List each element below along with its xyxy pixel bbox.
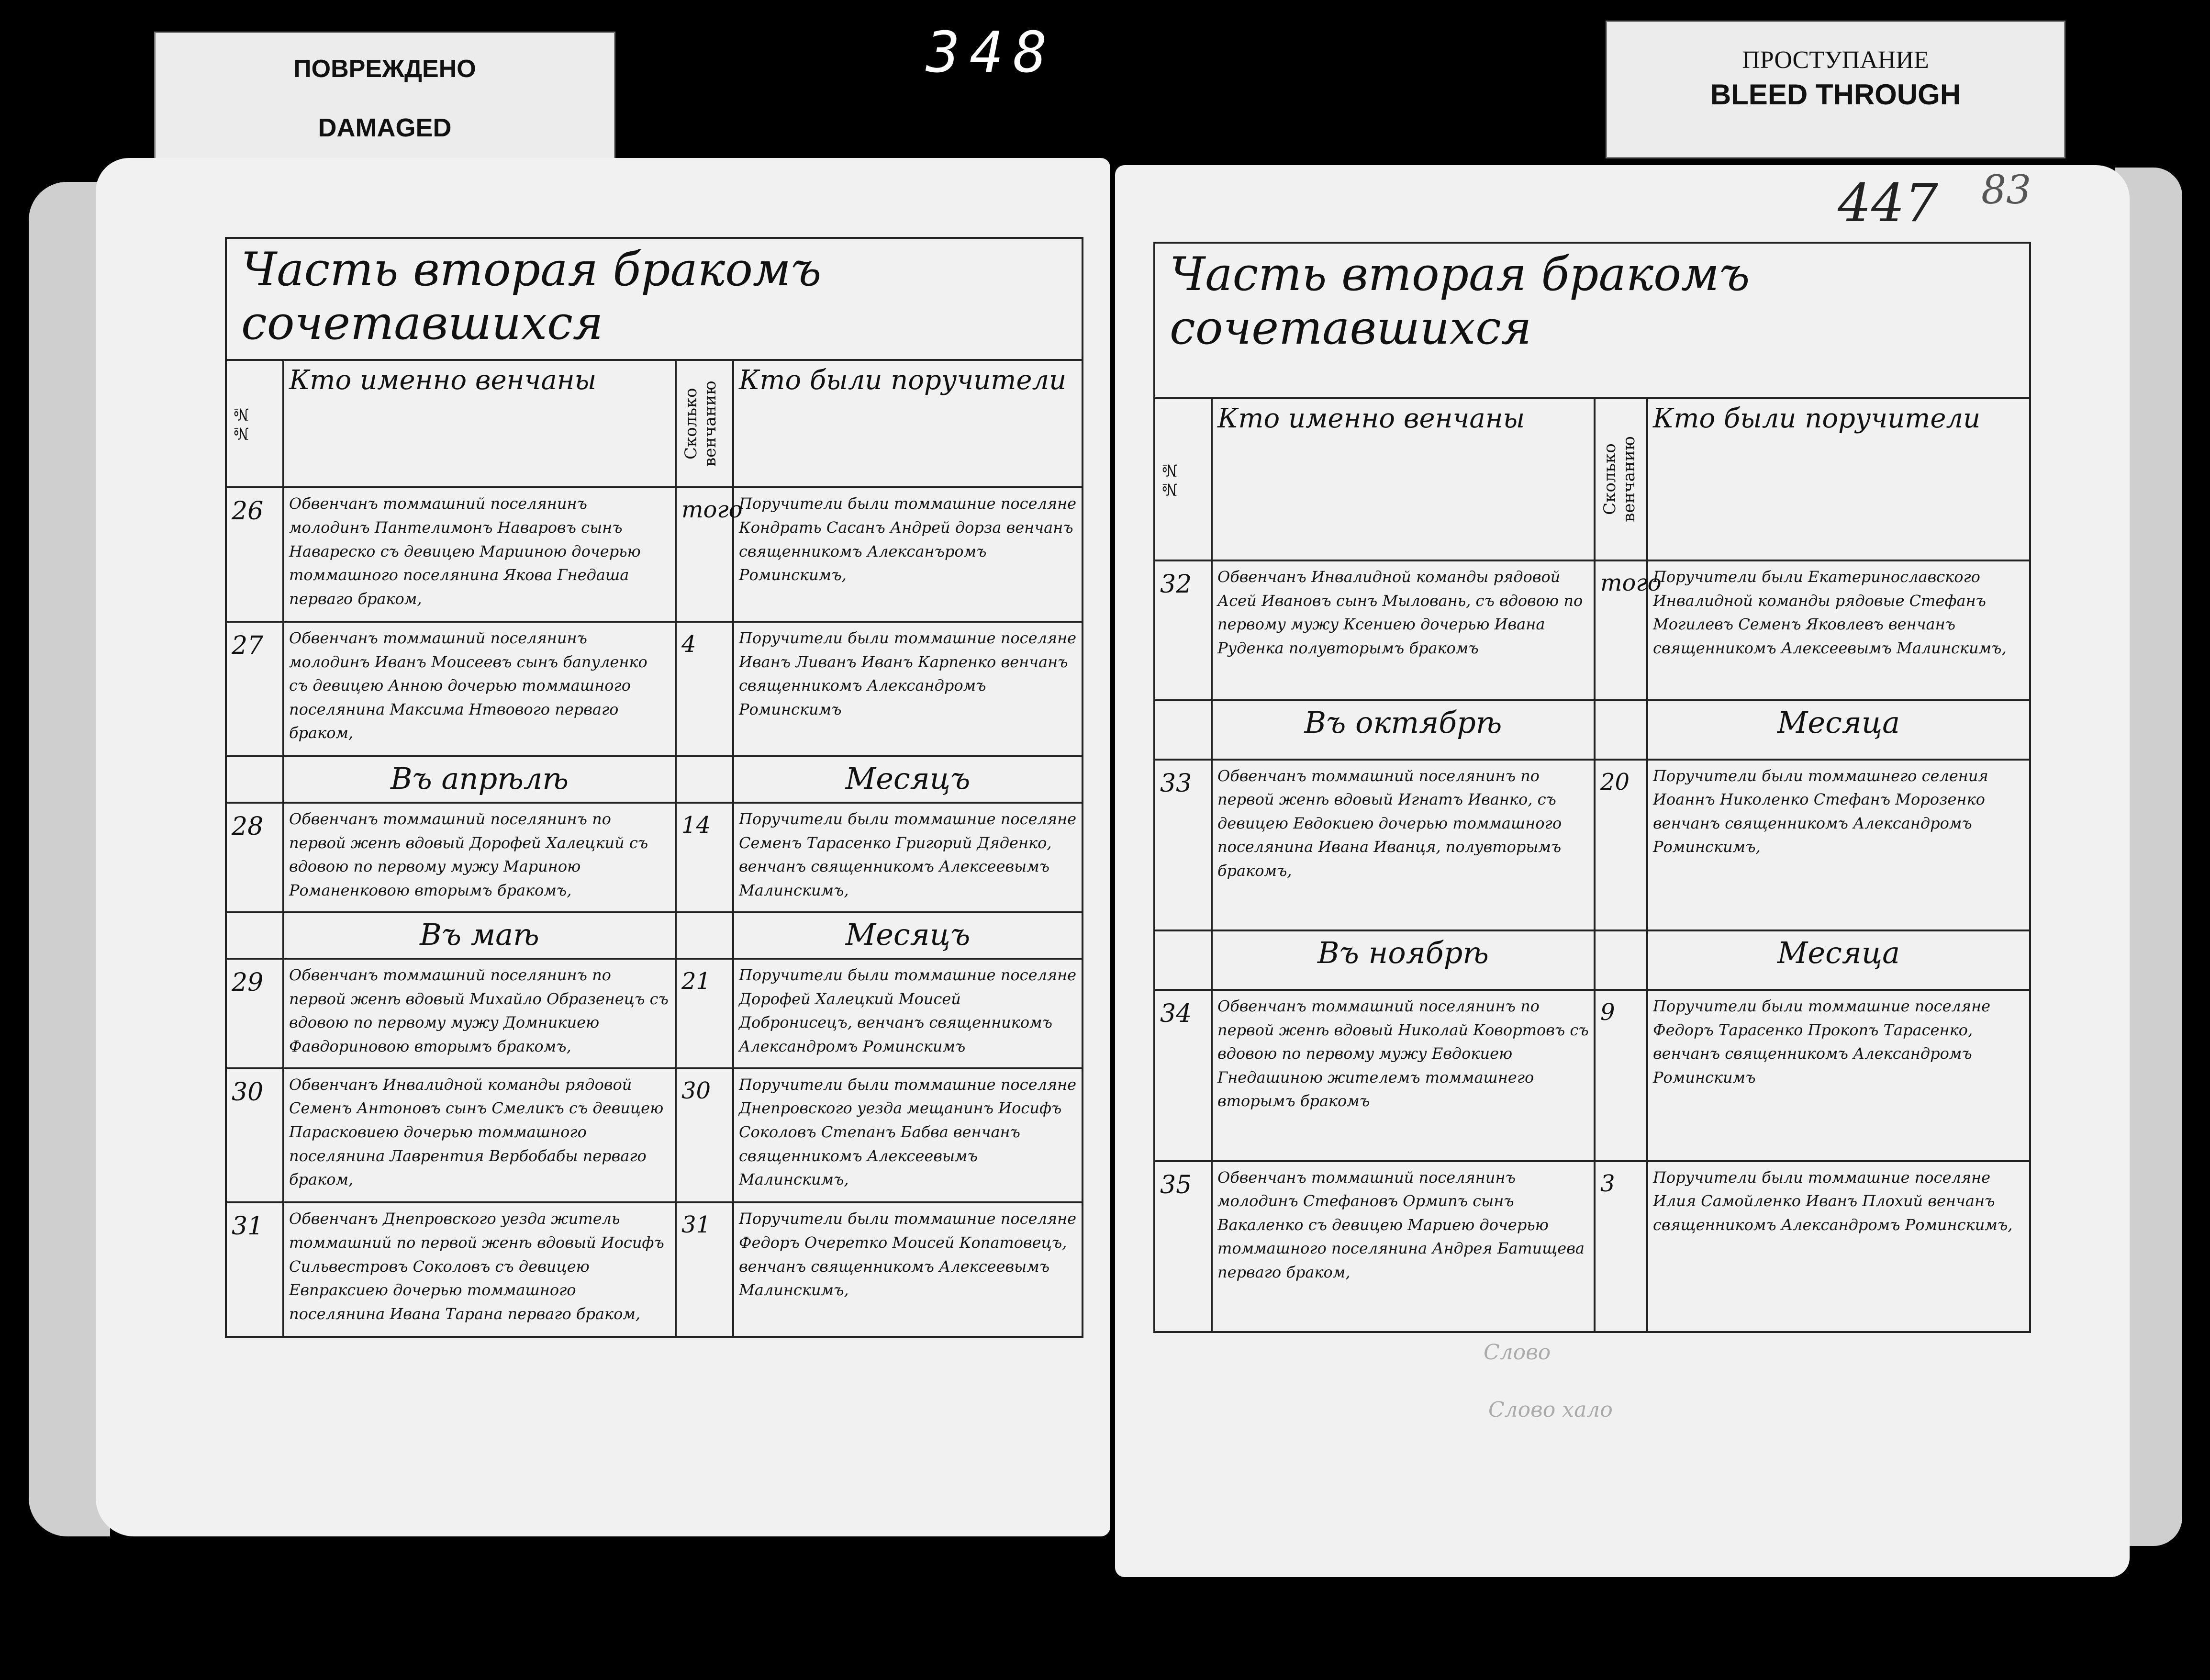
right-rows [1154,560,2030,1332]
marriage-entry-row [226,1202,1083,1337]
header-row [226,360,1083,487]
entry-who: Обвенчанъ томмашний поселянинъ молодинъ Иванъ Моисеевъ сынъ бапуленко съ девицею Анною дочерью томмашного поселянина Максима Нтвового перваго браком, [283,622,676,756]
entry-count: 3 [1595,1161,1647,1332]
entry-witnesses: Поручители были томмашние поселяне Семенъ Тарасенко Григорий Дяденко, венчанъ священникомъ Алексеевымъ Малинскимъ, [733,803,1083,912]
count-cell [1595,930,1647,990]
month-heading-row [226,756,1083,803]
marriage-entry-row [226,1068,1083,1203]
month-word: Месяцъ [733,912,1083,959]
num-cell [1154,930,1212,990]
entry-who: Обвенчанъ томмашний поселянинъ молодинъ Пантелимонъ Наваровъ сынъ Навареско съ девицею Марииною дочерью томмашного поселянина Якова Гнедаша перваго браком, [283,487,676,622]
entry-who: Обвенчанъ томмашний поселянинъ по первой женѣ вдовый Игнатъ Иванко, съ девицею Евдокиею дочерью томмашного поселянина Ивана Иванця, полувторымъ бракомъ, [1212,760,1595,930]
count-cell [1595,700,1647,760]
month-heading-row [1154,700,2030,760]
entry-count: того [1595,560,1647,700]
marriage-entry-row [226,487,1083,622]
entry-who: Обвенчанъ томмашний поселянинъ по первой женѣ вдовый Николай Ковортовъ съ вдовою по первому мужу Евдокиею Гнедашиною жителемъ томмашнего вторымъ бракомъ [1212,990,1595,1161]
num-cell [226,756,283,803]
count-cell [676,756,733,803]
entry-number: 31 [226,1202,283,1337]
stamp-en-label: BLEED THROUGH [1710,78,1961,111]
entry-who: Обвенчанъ томмашний поселянинъ молодинъ Стефановъ Ормипъ сынъ Вакаленко съ девицею Мариею дочерью томмашного поселянина Андрея Батищева перваго браком, [1212,1161,1595,1332]
entry-number: 32 [1154,560,1212,700]
entry-count: 20 [1595,760,1647,930]
folio-number: 447 [1838,172,1938,234]
entry-witnesses: Поручители были томмашние поселяне Федоръ Тарасенко Прокопъ Тарасенко, венчанъ священникомъ Александромъ Роминскимъ [1647,990,2030,1161]
entry-witnesses: Поручители были томмашние поселяне Дорофей Халецкий Моисей Добронисецъ, венчанъ священникомъ Александромъ Роминскимъ [733,959,1083,1068]
header-row [1154,398,2030,560]
stamp-en-label: DAMAGED [318,113,452,142]
month-heading-row [226,912,1083,959]
entry-witnesses: Поручители были Екатеринославского Инвалидной команды рядовые Стефанъ Могилевъ Семенъ Яковлевъ венчанъ священникомъ Алексеевымъ Малинскимъ, [1647,560,2030,700]
month-label: Въ ноябрѣ [1212,930,1595,990]
entry-who: Обвенчанъ Днепровского уезда житель томмашний по первой женѣ вдовый Иосифъ Сильвестровъ Соколовъ съ девицею Евпраксиею дочерью томмашного поселянина Ивана Тарана перваго браком, [283,1202,676,1337]
damaged-stamp [154,32,615,163]
entry-count: 9 [1595,990,1647,1161]
header-who: Кто именно венчаны [1212,398,1595,560]
entry-who: Обвенчанъ томмашний поселянинъ по первой женѣ вдовый Михайло Образенецъ съ вдовою по первому мужу Домникиею Фавдориновою вторымъ бракомъ, [283,959,676,1068]
entry-count: 21 [676,959,733,1068]
header-count: Сколько венчанию [676,360,733,487]
page-title: Часть вторая бракомъ сочетавшихся [1154,243,2030,398]
month-label: Въ апрѣлѣ [283,756,676,803]
marriage-entry-row [226,622,1083,756]
entry-count: 31 [676,1202,733,1337]
entry-who: Обвенчанъ Инвалидной команды рядовой Семенъ Антоновъ сынъ Смеликъ съ девицею Парасковиею дочерью томмашного поселянина Лаврентия Вербобабы перваго браком, [283,1068,676,1203]
stamp-ru-label: ПРОСТУПАНИЕ [1742,46,1929,74]
entry-witnesses: Поручители были томмашние поселяне Федоръ Очеретко Моисей Копатовецъ, венчанъ священникомъ Алексеевымъ Малинскимъ, [733,1202,1083,1337]
entry-witnesses: Поручители были томмашние поселяне Иванъ Ливанъ Иванъ Карпенко венчанъ священникомъ Александромъ Роминскимъ [733,622,1083,756]
num-cell [226,912,283,959]
page-title: Часть вторая бракомъ сочетавшихся [226,238,1083,360]
margin-note: Слово [1484,1340,1551,1365]
marriage-entry-row [1154,560,2030,700]
entry-witnesses: Поручители были томмашние поселяне Илия Самойленко Иванъ Плохий венчанъ священникомъ Александромъ Роминскимъ, [1647,1161,2030,1332]
left-rows [226,487,1083,1337]
marriage-entry-row [226,803,1083,912]
entry-number: 34 [1154,990,1212,1161]
header-witnesses: Кто были поручители [733,360,1083,487]
entry-number: 27 [226,622,283,756]
entry-count: того [676,487,733,622]
entry-count: 14 [676,803,733,912]
header-count: Сколько венчанию [1595,398,1647,560]
entry-number: 30 [226,1068,283,1203]
count-cell [676,912,733,959]
marriage-entry-row [1154,1161,2030,1332]
month-heading-row [1154,930,2030,990]
month-word: Месяца [1647,700,2030,760]
margin-note: Слово хало [1488,1398,1613,1422]
header-witnesses: Кто были поручители [1647,398,2030,560]
entry-number: 35 [1154,1161,1212,1332]
entry-witnesses: Поручители были томмашние поселяне Днепровского уезда мещанинъ Иосифъ Соколовъ Степанъ Бабва венчанъ священникомъ Алексеевымъ Малинскимъ, [733,1068,1083,1203]
entry-witnesses: Поручители были томмашние поселяне Кондрать Сасанъ Андрей дорза венчанъ священникомъ Алексанъромъ Роминскимъ, [733,487,1083,622]
right-register-table [1153,242,2031,1333]
month-label: Въ октябрѣ [1212,700,1595,760]
marriage-entry-row [226,959,1083,1068]
month-word: Месяцъ [733,756,1083,803]
left-register-table [225,237,1083,1338]
frame-number: 348 [926,19,1057,85]
header-num: №№ [1154,398,1212,560]
header-num: №№ [226,360,283,487]
entry-who: Обвенчанъ томмашний поселянинъ по первой женѣ вдовый Дорофей Халецкий съ вдовою по первому мужу Мариною Романенковою вторымъ бракомъ, [283,803,676,912]
marriage-entry-row [1154,760,2030,930]
entry-witnesses: Поручители были томмашнего селения Иоаннъ Николенко Стефанъ Морозенко венчанъ священникомъ Александромъ Роминскимъ, [1647,760,2030,930]
entry-count: 30 [676,1068,733,1203]
folio-old-number: 83 [1981,168,2031,213]
entry-count: 4 [676,622,733,756]
bleed-through-stamp [1606,21,2065,158]
marriage-entry-row [1154,990,2030,1161]
header-who: Кто именно венчаны [283,360,676,487]
entry-number: 28 [226,803,283,912]
entry-number: 26 [226,487,283,622]
entry-who: Обвенчанъ Инвалидной команды рядовой Асей Ивановъ сынъ Мыловань, съ вдовою по первому мужу Ксениею дочерью Ивана Руденка полувторымъ бракомъ [1212,560,1595,700]
entry-number: 33 [1154,760,1212,930]
num-cell [1154,700,1212,760]
month-label: Въ маѣ [283,912,676,959]
month-word: Месяца [1647,930,2030,990]
stamp-ru-label: ПОВРЕЖДЕНО [293,55,476,83]
entry-number: 29 [226,959,283,1068]
